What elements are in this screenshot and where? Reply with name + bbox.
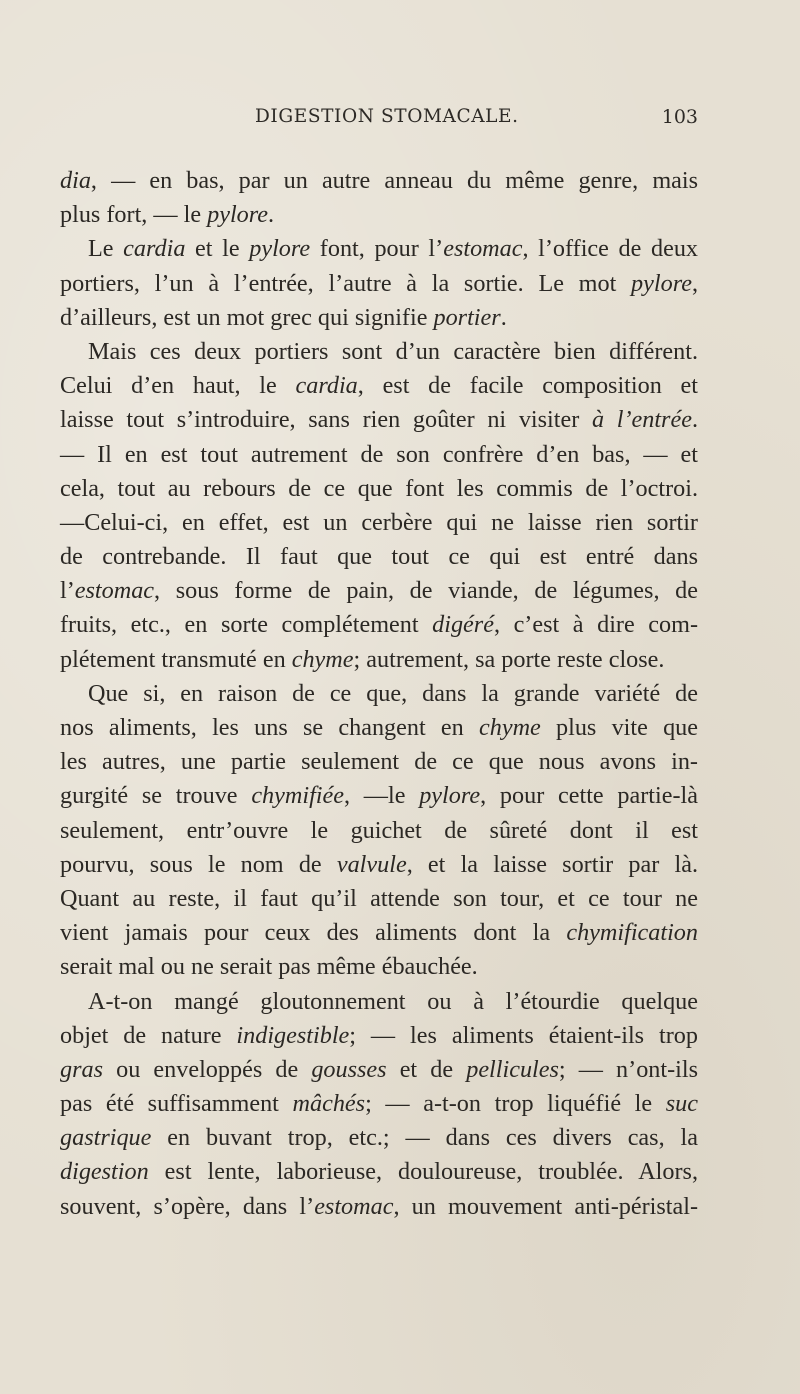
text-run: cela, tout au rebours de ce que font les commis de l’octroi. [60,474,698,502]
text-line [60,403,698,437]
italic-term: estomac [314,1192,394,1220]
italic-term: cardia [123,235,186,263]
text-run: portiers, l’un à l’entrée, l’autre à la sortie. Le mot [60,269,632,297]
text-line [60,164,698,198]
text-run: A-t-on mangé gloutonnement ou à l’étourdie quelque [88,987,698,1015]
text-run: est lente, laborieuse, douloureuse, troublée. Alors, [148,1158,698,1186]
text-run: , et la laisse sortir par là. [406,850,698,878]
text-run: Quant au reste, il faut qu’il attende son tour, et ce tour ne [60,884,698,912]
text-run: , l’office de deux [522,235,699,263]
italic-term: chyme [291,645,354,673]
text-run: , est de facile composition et [357,372,698,400]
text-run: laisse tout s’introduire, sans rien goûter ni visiter [60,406,592,434]
text-line [60,608,698,642]
italic-term: chymifiée [251,782,344,810]
text-run: . [268,201,275,229]
text-run: de contrebande. Il faut que tout ce qui est entré dans [60,543,698,571]
text-run: vient jamais pour ceux des aliments dont la [60,919,567,947]
text-run: pourvu, sous le nom de [60,850,337,878]
italic-term: gastrique [60,1124,152,1152]
text-run: en buvant trop, etc.; — dans ces divers cas, la [151,1124,698,1152]
text-run: — Il en est tout autrement de son confrère d’en bas, — et [60,440,698,468]
text-line [60,916,698,950]
page-number: 103 [661,106,698,128]
page-header [60,106,698,136]
body-text [60,164,698,1224]
text-run: ; — a-t-on trop liquéfié le [365,1090,666,1118]
text-run: plus fort, — le [60,201,208,229]
italic-term: valvule [336,850,407,878]
text-run: ; — n’ont-ils [558,1055,699,1083]
text-line [60,369,698,403]
text-run: pas été suffisamment [60,1090,293,1118]
text-run: et le [185,235,250,263]
text-run: serait mal ou ne serait pas même ébauchée. [60,953,478,981]
text-line [60,779,698,813]
italic-term: chymification [566,919,698,947]
text-line [60,1053,698,1087]
italic-term: pylore [249,235,311,263]
text-run: et de [386,1055,467,1083]
text-run: , [691,269,698,297]
text-line [60,198,698,232]
text-line [60,745,698,779]
italic-term: digéré [432,611,494,639]
text-run: , — en bas, par un autre anneau du même genre, mais [90,167,698,194]
text-line [60,1155,698,1189]
text-run: d’ailleurs, est un mot grec qui signifie [60,303,434,331]
text-run: ou enveloppés de [103,1055,312,1083]
text-run: seulement, entr’ouvre le guichet de sûreté dont il est [60,816,698,844]
text-line [60,848,698,882]
italic-term: mâchés [292,1090,366,1118]
italic-term: digestion [60,1158,149,1186]
text-line [60,438,698,472]
text-run: font, pour l’ [310,235,444,263]
italic-term: à l’entrée [591,406,692,434]
text-line [60,301,698,335]
text-run: , pour cette partie-là [480,782,698,810]
text-line [60,574,698,608]
text-run: objet de nature [60,1021,237,1049]
text-run: Mais ces deux portiers sont d’un caractère bien différent. [88,337,698,365]
text-line [60,472,698,506]
italic-term: pylore [631,269,692,297]
italic-term: pellicules [466,1055,559,1083]
text-run: nos aliments, les uns se changent en [60,714,479,741]
italic-term: indigestible [236,1021,350,1049]
italic-term: suc [665,1090,698,1118]
text-line [60,677,698,711]
text-line [60,814,698,848]
text-run: plus vite que [540,714,698,741]
text-line [60,1190,698,1224]
text-run: plétement transmuté en [60,645,292,673]
text-line [60,267,698,301]
italic-term: gras [60,1055,104,1083]
text-line [60,540,698,574]
italic-term: portier [433,303,501,331]
text-run: fruits, etc., en sorte complétement [60,611,433,639]
text-run: ; autrement, sa porte reste close. [353,645,665,673]
text-run: souvent, s’opère, dans l’ [60,1192,315,1220]
text-line [60,335,698,369]
italic-term: dia [60,167,91,194]
text-run: , sous forme de pain, de viande, de légumes, de [154,577,698,605]
text-run: , c’est à dire com- [493,611,698,639]
italic-term: gousses [311,1055,387,1083]
text-line [60,882,698,916]
italic-term: cardia [295,372,358,400]
text-run: l’ [60,577,75,605]
text-run: Que si, en raison de ce que, dans la grande variété de [88,679,698,707]
text-run: . [500,303,507,331]
text-run: , un mouvement anti-péristal- [393,1192,698,1220]
italic-term: chyme [479,714,541,741]
text-run: —Celui-ci, en effet, est un cerbère qui ne laisse rien sortir [60,508,698,536]
text-line [60,950,698,984]
text-line [60,643,698,677]
text-line [60,1121,698,1155]
text-line [60,232,698,266]
italic-term: estomac [74,577,155,605]
text-run: Le [88,235,124,263]
text-run: Celui d’en haut, le [60,372,296,400]
text-line [60,506,698,540]
text-line [60,1019,698,1053]
text-run: . [691,406,698,434]
running-title: DIGESTION STOMACALE. [255,106,519,127]
italic-term: pylore [207,201,269,229]
text-run: ; — les aliments étaient-ils trop [349,1021,698,1049]
text-line [60,985,698,1019]
text-line [60,1087,698,1121]
italic-term: estomac [443,235,523,263]
text-run: les autres, une partie seulement de ce que nous avons in- [60,748,698,776]
text-line [60,711,698,745]
text-run: , —le [343,782,420,810]
italic-term: pylore [419,782,481,810]
text-run: gurgité se trouve [60,782,252,810]
